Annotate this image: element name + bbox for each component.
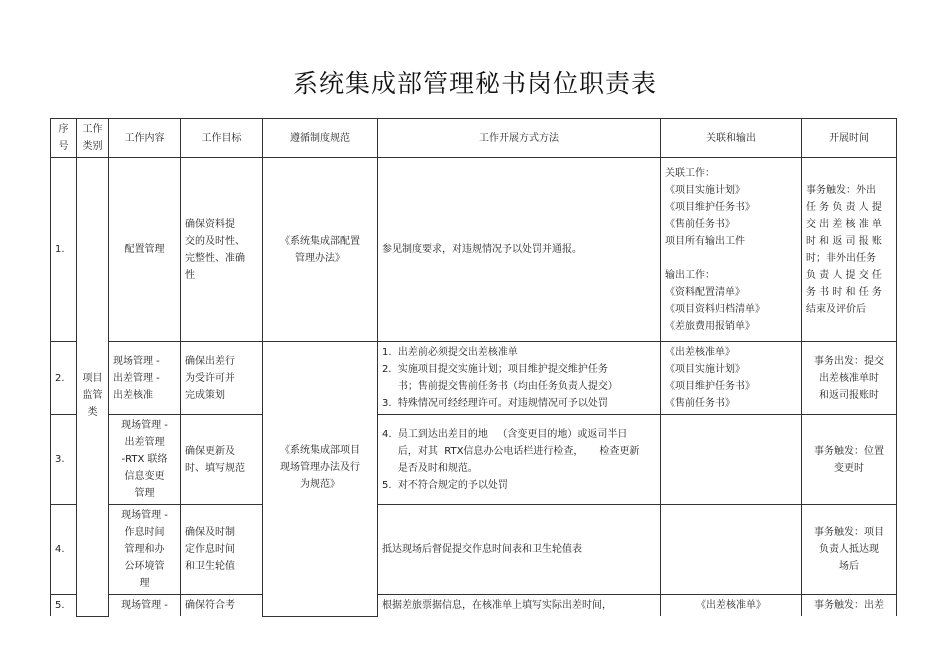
row-seq: 1. bbox=[51, 158, 77, 342]
table-row bbox=[51, 158, 897, 342]
row-method: 抵达现场后督促提交作息时间表和卫生轮值表 bbox=[378, 505, 661, 595]
row-content: 现场管理 - 作息时间 管理和办 公环境管 理 bbox=[109, 505, 181, 595]
header-seq: 序 号 bbox=[51, 119, 77, 158]
duty-table bbox=[50, 118, 897, 617]
header-goal: 工作目标 bbox=[181, 119, 263, 158]
row-method: 根据差旅票据信息，在核准单上填写实际出差时间， bbox=[378, 595, 661, 617]
category-cell: 项目 监管 类 bbox=[77, 158, 109, 617]
header-category: 工作 类别 bbox=[77, 119, 109, 158]
row-output bbox=[661, 415, 802, 505]
row-output bbox=[661, 505, 802, 595]
row-content: 配置管理 bbox=[109, 158, 181, 342]
row-output: 《出差核准单》 《项目实施计划》 《项目维护任务书》 《售前任务书》 bbox=[661, 342, 802, 415]
table-row bbox=[51, 415, 897, 505]
row-time: 事务触发：出差 bbox=[802, 595, 897, 617]
row-content: 现场管理 - bbox=[109, 595, 181, 617]
row-time: 事务触发：外出 任 务 负 责 人 提 交 出 差 核 准 单 时 和 返 司 报 账 时；非外出任务 负 责 人 提 交 任 务 书 时 和 任 务 结束及评价后 bbox=[802, 158, 897, 342]
header-row bbox=[51, 119, 897, 158]
header-rules: 遵循制度规范 bbox=[263, 119, 378, 158]
row-time: 事务触发：位置 变更时 bbox=[802, 415, 897, 505]
row-content: 现场管理 - 出差管理 -RTX 联络 信息变更 管理 bbox=[109, 415, 181, 505]
row-time: 事务出发：提交 出差核准单时 和返司报账时 bbox=[802, 342, 897, 415]
row-seq: 2. bbox=[51, 342, 77, 415]
header-output: 关联和输出 bbox=[661, 119, 802, 158]
row-time: 事务触发：项目 负责人抵达现 场后 bbox=[802, 505, 897, 595]
row-content: 现场管理 - 出差管理 - 出差核准 bbox=[109, 342, 181, 415]
row-method: 1. 出差前必须提交出差核准单 2. 实施项目提交实施计划；项目维护提交维护任务 书；售前提交售前任务书（均由任务负责人提交） 3. 特殊情况可经经理许可。对违规情况可予以处罚 bbox=[378, 342, 661, 415]
row-seq: 3. bbox=[51, 415, 77, 505]
row-method: 参见制度要求，对违规情况予以处罚并通报。 bbox=[378, 158, 661, 342]
table-row bbox=[51, 505, 897, 595]
row-method: 4. 员工到达出差目的地 （含变更目的地）或返司半日 后，对其 RTX信息办公电话栏进行检查， 检查更新 是否及时和规范。 5. 对不符合规定的予以处罚 bbox=[378, 415, 661, 505]
row-goal: 确保及时制 定作息时间 和卫生轮值 bbox=[181, 505, 263, 595]
header-content: 工作内容 bbox=[109, 119, 181, 158]
page-title: 系统集成部管理秘书岗位职责表 bbox=[292, 69, 657, 98]
row-goal: 确保更新及 时、填写规范 bbox=[181, 415, 263, 505]
table-row bbox=[51, 595, 897, 617]
row-goal: 确保符合考 bbox=[181, 595, 263, 617]
row-output: 《出差核准单》 bbox=[661, 595, 802, 617]
row-goal: 确保资料提 交的及时性、 完整性、准确 性 bbox=[181, 158, 263, 342]
rules-cell: 《系统集成部项目 现场管理办法及行 为规范》 bbox=[263, 342, 378, 617]
row-goal: 确保出差行 为受许可并 完成策划 bbox=[181, 342, 263, 415]
row-rules: 《系统集成部配置 管理办法》 bbox=[263, 158, 378, 342]
row-output: 关联工作： 《项目实施计划》 《项目维护任务书》 《售前任务书》 项目所有输出工件 输出工作： 《资料配置清单》 《项目资料归档清单》 《差旅费用报销单》 bbox=[661, 158, 802, 342]
row-seq: 5. bbox=[51, 595, 77, 617]
header-time: 开展时间 bbox=[802, 119, 897, 158]
table-row bbox=[51, 342, 897, 415]
row-seq: 4. bbox=[51, 505, 77, 595]
header-method: 工作开展方式方法 bbox=[378, 119, 661, 158]
